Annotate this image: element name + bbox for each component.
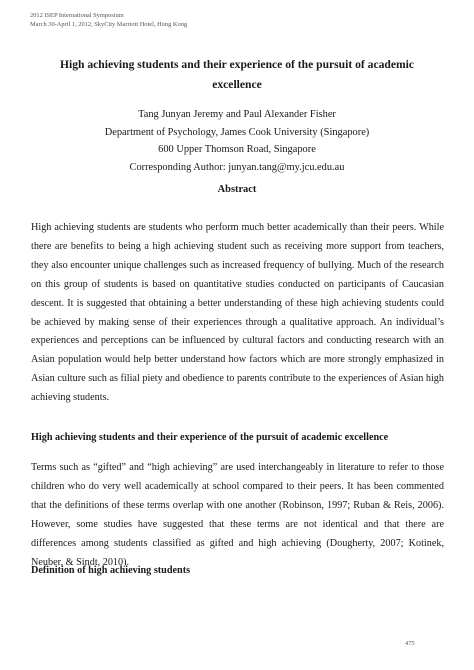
header-date-venue: March 30-April 1, 2012, SkyCity Marriott Hotel, Hong Kong	[30, 21, 188, 28]
section-heading: High achieving students and their experience of the pursuit of academic excellence	[31, 432, 389, 443]
header-symposium: 2012 ISEP International Symposium	[30, 12, 124, 19]
author-department: Department of Psychology, James Cook University (Singapore)	[104, 126, 370, 138]
subsection-heading: Definition of high achieving students	[31, 565, 191, 576]
corresponding-author: Corresponding Author: junyan.tang@my.jcu.edu.au	[129, 161, 345, 173]
section-body: Terms such as “gifted” and “high achieving” are used interchangeably in literature to refer to those children who do very well academically at school compared to their peers. It has been commented that the definitions of these terms overlap with one another (Robinson, 1997; Ruban & Reis, 2006). However, some studies have suggested that these terms are not identical and that there are differences among students classified as gifted and high achieving (Dougherty, 2007; Kotinek, Neuber, & Sindt, 2010).	[31, 462, 444, 568]
page-number: 475	[405, 640, 415, 647]
abstract-heading: Abstract	[217, 184, 257, 195]
author-names: Tang Junyan Jeremy and Paul Alexander Fisher	[138, 109, 336, 120]
abstract-body: High achieving students are students who perform much better academically than their peers. While there are benefits to being a high achieving student such as receiving more support from teachers, they also encounter unique challenges such as increased frequency of bullying. Much of the research on this group of students is based on quantitative studies conducted on participants of Caucasian descent. It is suggested that obtaining a better understanding of these high achieving students could be achieved by making sense of their experiences through a qualitative approach. An individual’s experiences and perceptions can be influenced by cultural factors and conducting research with an Asian population would help better understand how factors which are more strongly emphasized in Asian culture such as filial piety and obedience to parents contribute to the experiences of Asian high achieving students.	[31, 222, 444, 404]
paper-title: High achieving students and their experience of the pursuit of academic excellence	[59, 58, 415, 91]
running-header	[30, 11, 187, 29]
author-block	[40, 106, 434, 176]
author-address: 600 Upper Thomson Road, Singapore	[158, 144, 316, 156]
